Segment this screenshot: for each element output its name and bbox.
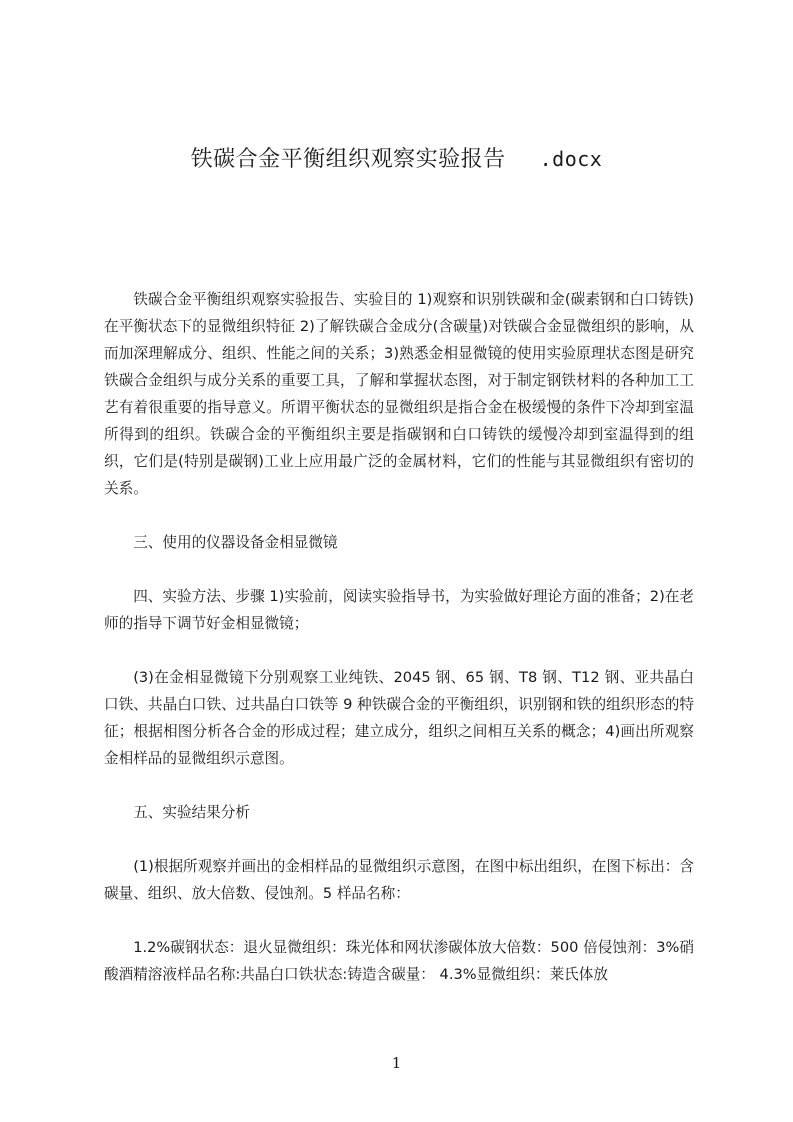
paragraph-results: (1)根据所观察并画出的金相样品的显微组织示意图，在图中标出组织，在图下标出：含碳量、组织、放大倍数、侵蚀剂。5 样品名称： — [104, 858, 694, 902]
document-body — [104, 286, 694, 988]
page-number: 1 — [391, 1054, 402, 1072]
title-extension: .docx — [539, 147, 603, 171]
document-title — [0, 142, 793, 173]
paragraph-step-3: (3)在金相显微镜下分别观察工业纯铁、2045 钢、65 钢、T8 钢、T12 钢、亚共晶白口铁、共晶白口铁、过共晶白口铁等 9 种铁碳合金的平衡组织，识别钢和铁的组织形态的特征；根据相图分析各合金的形成过程；建立成分，组织之间相互关系的概念；4)画出所观察金相样品的显微组织示意图。 — [104, 669, 694, 767]
paragraph-intro: 铁碳合金平衡组织观察实验报告、实验目的 1)观察和识别铁碳和金(碳素钢和白口铸铁)在平衡状态下的显微组织特征 2)了解铁碳合金成分(含碳量)对铁碳合金显微组织的影响，从而加深理解成分、组织、性能之间的关系；3)熟悉金相显微镜的使用实验原理状态图是研究铁碳合金组织与成分关系的重要工具，了解和掌握状态图，对于制定钢铁材料的各种加工工艺有着很重要的指导意义。所谓平衡状态的显微组织是指合金在极缓慢的条件下冷却到室温所得到的组织。铁碳合金的平衡组织主要是指碳钢和白口铸铁的缓慢冷却到室温得到的组织，它们是(特别是碳钢)工业上应用最广泛的金属材料，它们的性能与其显微组织有密切的关系。 — [104, 291, 694, 497]
paragraph-section-3: 三、使用的仪器设备金相显微镜 — [133, 534, 338, 551]
paragraph-sample-1: 1.2%碳钢状态：退火显微组织：珠光体和网状渗碳体放大倍数：500 倍侵蚀剂：3%硝酸酒精溶液样品名称:共晶白口铁状态:铸造含碳量： 4.3%显微组织：莱氏体放 — [104, 939, 694, 983]
paragraph-section-5: 五、实验结果分析 — [133, 804, 250, 821]
paragraph-section-4: 四、实验方法、步骤 1)实验前，阅读实验指导书，为实验做好理论方面的准备；2)在老师的指导下调节好金相显微镜； — [104, 588, 694, 632]
title-text: 铁碳合金平衡组织观察实验报告 — [190, 147, 506, 172]
